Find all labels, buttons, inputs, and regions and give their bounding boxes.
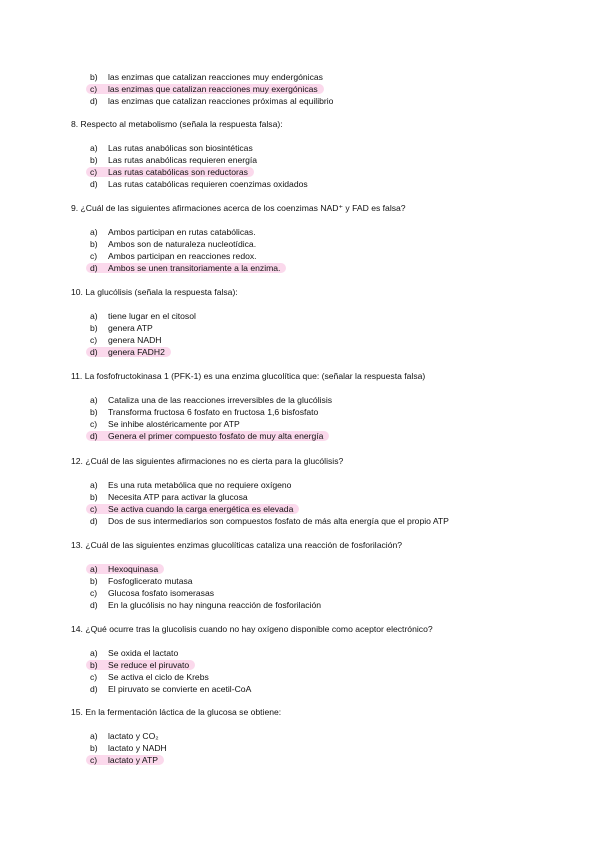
question-title: 15. En la fermentación láctica de la glucosa se obtiene:: [71, 707, 282, 717]
option-text: El piruvato se convierte en acetil-CoA: [108, 684, 252, 694]
answer-option: [90, 310, 196, 322]
answer-option: [90, 683, 251, 695]
option-letter: b): [90, 407, 98, 417]
option-letter: a): [90, 564, 98, 574]
highlighted-answer-option: [90, 166, 248, 178]
option-letter: a): [90, 395, 98, 405]
option-letter: d): [90, 431, 98, 441]
answer-option: [90, 491, 248, 503]
option-text: Se activa cuando la carga energética es elevada: [108, 504, 294, 514]
option-text: Fosfoglicerato mutasa: [108, 576, 193, 586]
option-text: Ambos se unen transitoriamente a la enzima.: [108, 263, 281, 273]
answer-option: [90, 95, 333, 107]
highlighted-answer-option: [90, 262, 280, 274]
option-letter: a): [90, 311, 98, 321]
answer-option: [90, 394, 332, 406]
option-letter: c): [90, 84, 98, 94]
option-text: genera FADH2: [108, 347, 165, 357]
answer-option: [90, 142, 253, 154]
option-text: Es una ruta metabólica que no requiere oxígeno: [108, 480, 292, 490]
option-text: Genera el primer compuesto fosfato de muy alta energía: [108, 431, 324, 441]
option-letter: a): [90, 731, 98, 741]
option-text: Las rutas catabólicas requieren coenzimas oxidados: [108, 179, 308, 189]
option-text: Se inhibe alostéricamente por ATP: [108, 419, 240, 429]
answer-option: [90, 515, 449, 527]
option-letter: d): [90, 600, 98, 610]
answer-option: [90, 730, 159, 742]
option-text: Las rutas anabólicas son biosintéticas: [108, 143, 253, 153]
option-letter: c): [90, 419, 98, 429]
option-text: En la glucólisis no hay ninguna reacción de fosforilación: [108, 600, 322, 610]
answer-option: [90, 406, 318, 418]
option-letter: a): [90, 143, 98, 153]
option-text: Necesita ATP para activar la glucosa: [108, 492, 248, 502]
question-title: 13. ¿Cuál de las siguientes enzimas glucolíticas cataliza una reacción de fosforilación?: [71, 540, 403, 550]
option-text: Ambos participan en rutas catabólicas.: [108, 227, 256, 237]
option-letter: d): [90, 179, 98, 189]
option-text: Glucosa fosfato isomerasas: [108, 588, 215, 598]
option-letter: d): [90, 684, 98, 694]
option-text: Ambos son de naturaleza nucleotídica.: [108, 239, 257, 249]
option-text: Hexoquinasa: [108, 564, 159, 574]
option-letter: b): [90, 323, 98, 333]
option-letter: c): [90, 167, 98, 177]
option-letter: b): [90, 576, 98, 586]
option-letter: c): [90, 335, 98, 345]
option-letter: b): [90, 155, 98, 165]
option-letter: d): [90, 516, 98, 526]
option-letter: b): [90, 743, 98, 753]
option-text: genera NADH: [108, 335, 162, 345]
highlighted-answer-option: [90, 346, 165, 358]
highlighted-answer-option: [90, 503, 293, 515]
option-letter: c): [90, 672, 98, 682]
option-text: Transforma fructosa 6 fosfato en fructosa 1,6 bisfosfato: [108, 407, 319, 417]
option-text: lactato y NADH: [108, 743, 167, 753]
question-title: 10. La glucólisis (señala la respuesta falsa):: [71, 287, 238, 297]
option-text: Ambos participan en reacciones redox.: [108, 251, 257, 261]
answer-option: [90, 238, 256, 250]
option-letter: c): [90, 755, 98, 765]
option-text: Las rutas catabólicas son reductoras: [108, 167, 248, 177]
answer-option: [90, 250, 257, 262]
highlighted-answer-option: [90, 430, 323, 442]
answer-option: [90, 647, 178, 659]
option-text: Se oxida el lactato: [108, 648, 179, 658]
answer-option: [90, 71, 323, 83]
option-text: Cataliza una de las reacciones irreversibles de la glucólisis: [108, 395, 333, 405]
option-text: lactato y ATP: [108, 755, 158, 765]
answer-option: [90, 418, 240, 430]
option-text: genera ATP: [108, 323, 153, 333]
option-letter: b): [90, 660, 98, 670]
option-text: Se activa el ciclo de Krebs: [108, 672, 209, 682]
option-letter: d): [90, 347, 98, 357]
option-letter: d): [90, 263, 98, 273]
answer-option: [90, 322, 153, 334]
highlighted-answer-option: [90, 659, 189, 671]
answer-option: [90, 479, 291, 491]
question-title: 14. ¿Qué ocurre tras la glucolisis cuando no hay oxígeno disponible como aceptor electrónico?: [71, 624, 433, 634]
highlighted-answer-option: [90, 83, 318, 95]
question-title: 8. Respecto al metabolismo (señala la respuesta falsa):: [71, 119, 283, 129]
answer-option: [90, 599, 321, 611]
highlighted-answer-option: [90, 754, 158, 766]
option-letter: d): [90, 96, 98, 106]
option-text: las enzimas que catalizan reacciones próximas al equilibrio: [108, 96, 334, 106]
option-text: Dos de sus intermediarios son compuestos fosfato de más alta energía que el propio ATP: [108, 516, 449, 526]
answer-option: [90, 742, 167, 754]
option-text: las enzimas que catalizan reacciones muy endergónicas: [108, 72, 323, 82]
option-letter: a): [90, 480, 98, 490]
option-letter: a): [90, 648, 98, 658]
question-title: 12. ¿Cuál de las siguientes afirmaciones no es cierta para la glucólisis?: [71, 456, 344, 466]
answer-option: [90, 226, 256, 238]
option-text: las enzimas que catalizan reacciones muy exergónicas: [108, 84, 318, 94]
option-text: tiene lugar en el citosol: [108, 311, 196, 321]
option-letter: a): [90, 227, 98, 237]
answer-option: [90, 178, 308, 190]
option-letter: b): [90, 239, 98, 249]
answer-option: [90, 671, 209, 683]
option-letter: b): [90, 492, 98, 502]
highlighted-answer-option: [90, 563, 158, 575]
answer-option: [90, 587, 214, 599]
option-text: Las rutas anabólicas requieren energía: [108, 155, 258, 165]
question-title: 11. La fosfofructokinasa 1 (PFK-1) es una enzima glucolítica que: (señalar la respuesta falsa): [71, 371, 426, 381]
option-letter: b): [90, 72, 98, 82]
option-text: lactato y CO₂: [108, 731, 159, 741]
question-title: 9. ¿Cuál de las siguientes afirmaciones acerca de los coenzimas NAD⁺ y FAD es falsa?: [71, 203, 406, 213]
answer-option: [90, 334, 162, 346]
answer-option: [90, 575, 193, 587]
answer-option: [90, 154, 257, 166]
option-letter: c): [90, 504, 98, 514]
option-text: Se reduce el piruvato: [108, 660, 190, 670]
option-letter: c): [90, 588, 98, 598]
option-letter: c): [90, 251, 98, 261]
